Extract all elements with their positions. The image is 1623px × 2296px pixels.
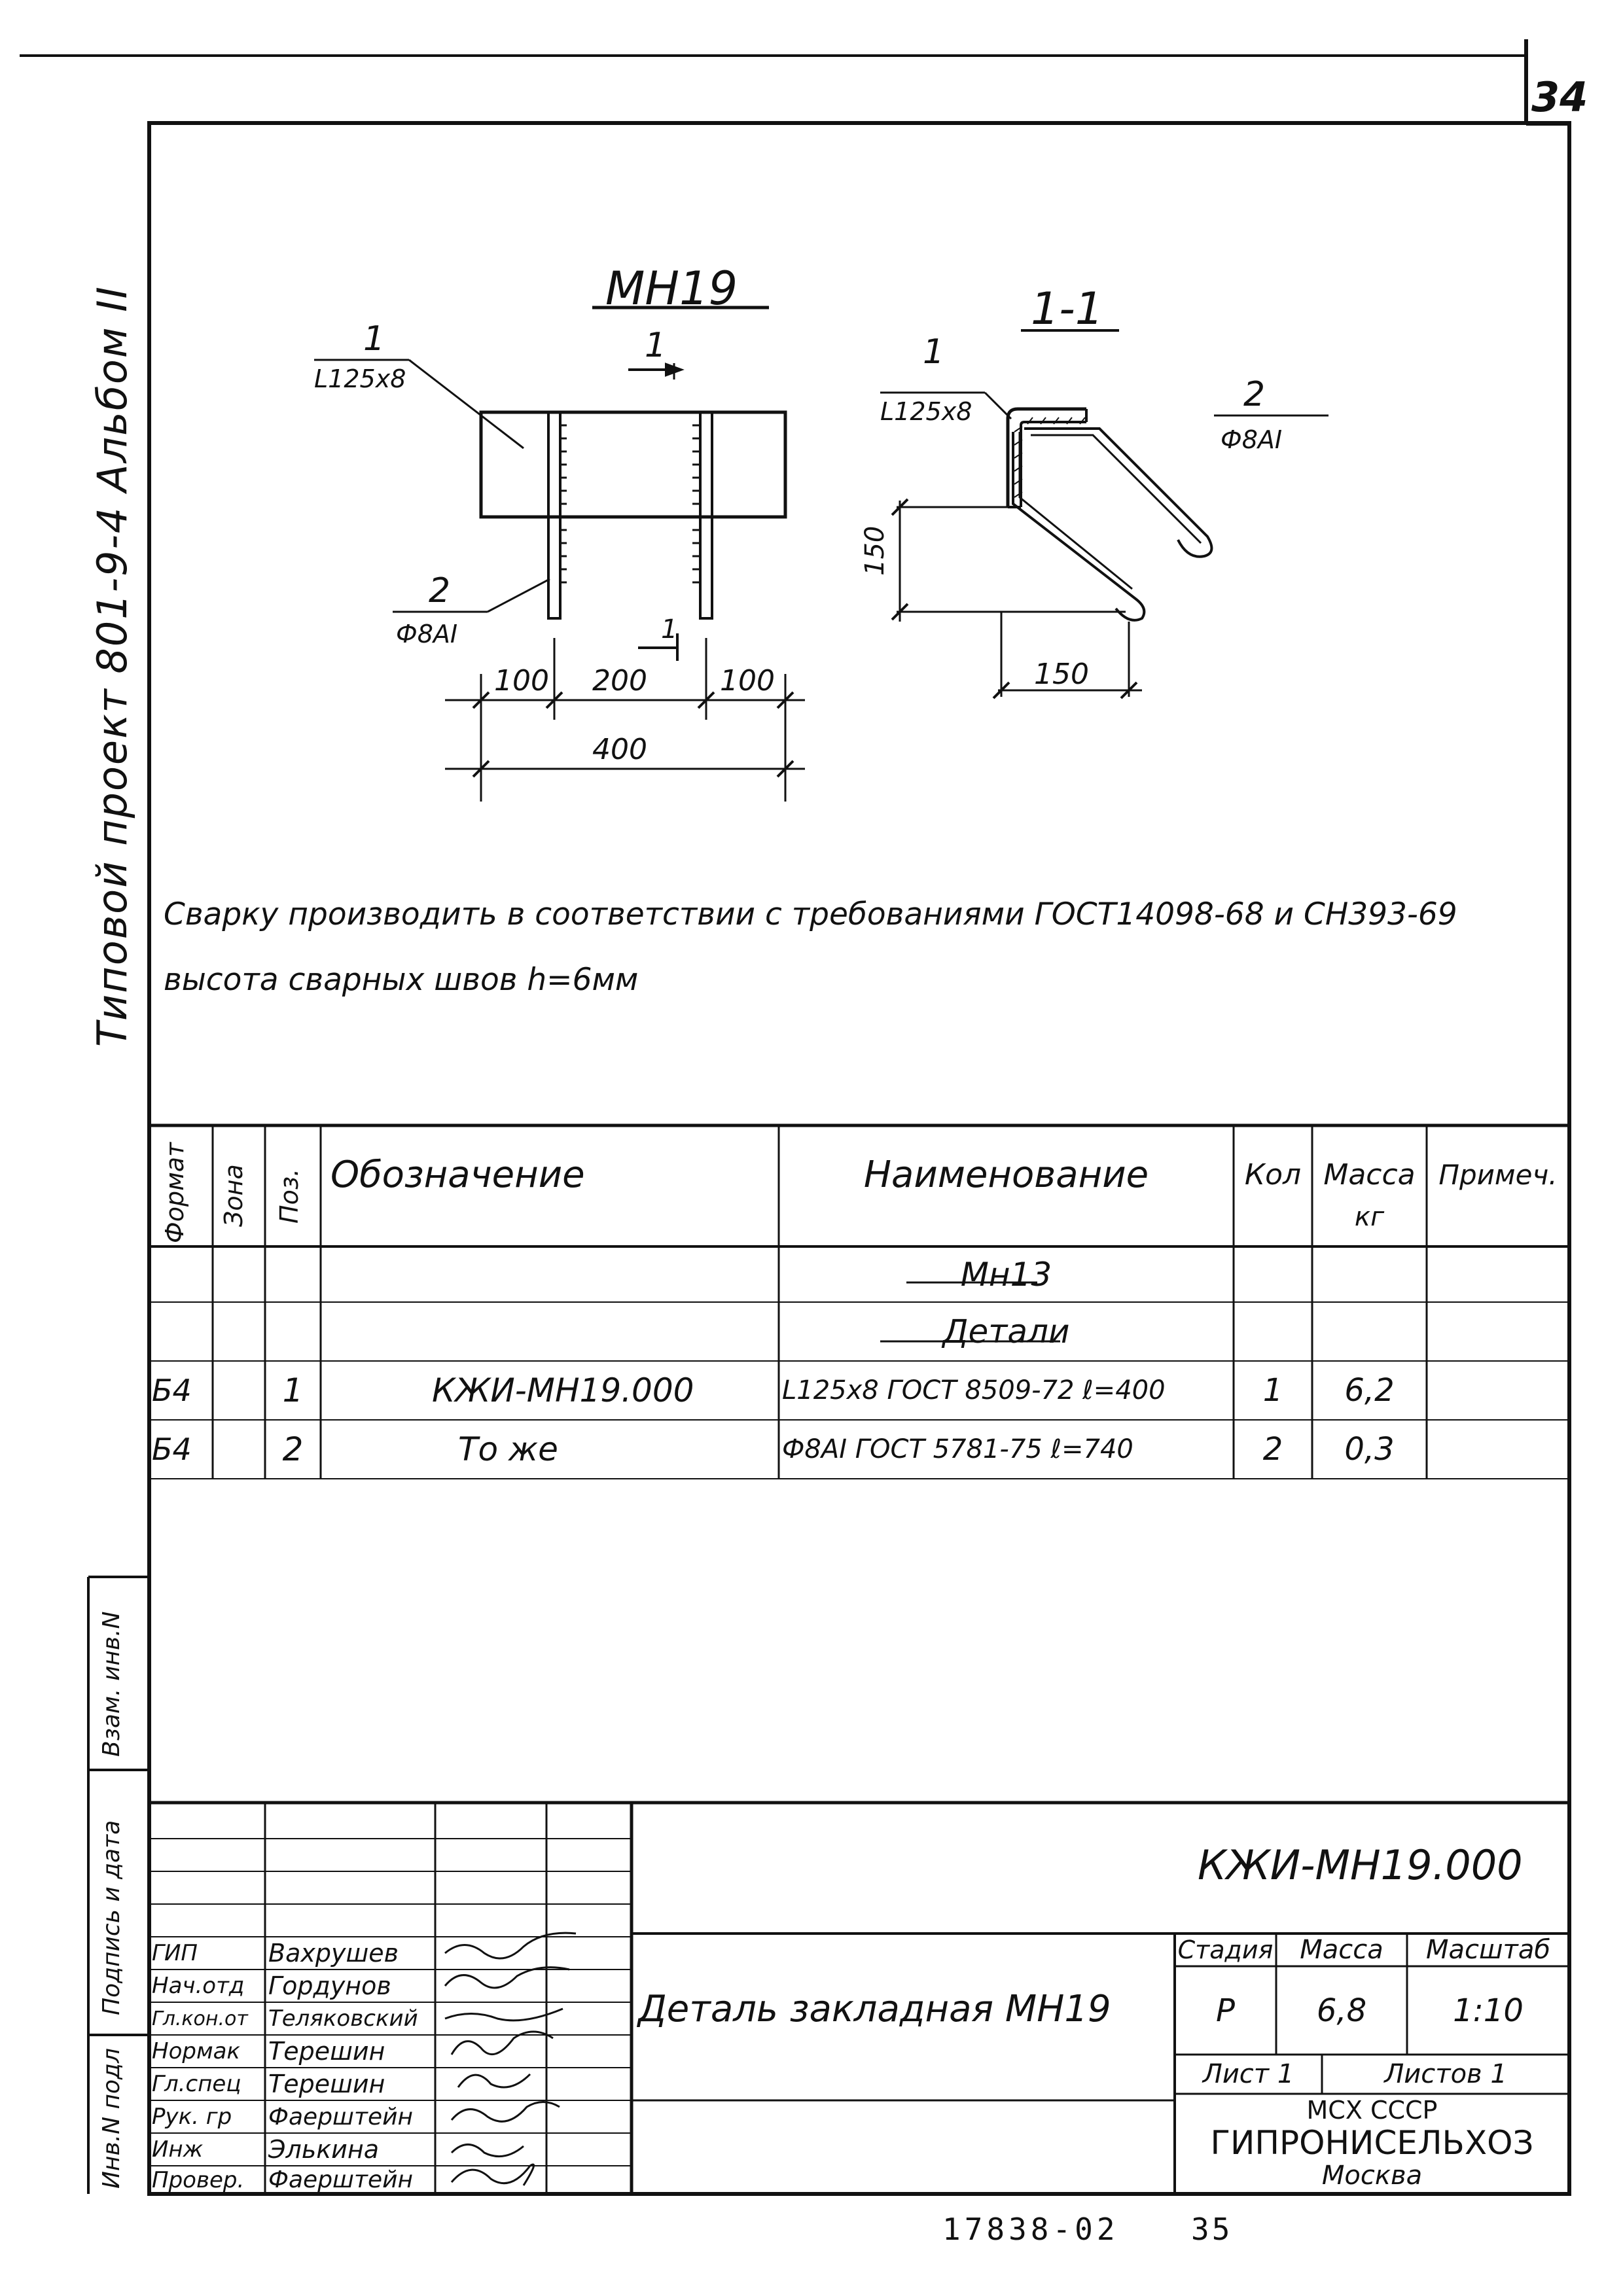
pos2-bar: Ф8АI	[396, 620, 458, 648]
main-view-label: МН19	[605, 262, 738, 315]
archive-number: 17838-02	[942, 2212, 1119, 2247]
staff-name-4: Терешин	[268, 2037, 385, 2066]
header-name: Наименование	[863, 1153, 1149, 1196]
staff-role-1: ГИП	[152, 1940, 198, 1966]
footer-page: 35	[1191, 2212, 1233, 2247]
spec-section-subtitle: Детали	[942, 1313, 1070, 1351]
header-mass-unit: кг	[1354, 1202, 1385, 1232]
pos2-number-section: 2	[1243, 375, 1266, 414]
header-zone: Зона	[219, 1164, 248, 1227]
staff-name-3: Теляковский	[268, 2005, 418, 2032]
pos2-number: 2	[429, 571, 451, 610]
spec-row-1-qty: 1	[1262, 1372, 1283, 1409]
header-note: Примеч.	[1438, 1158, 1558, 1191]
staff-name-5: Терешин	[268, 2070, 385, 2098]
spec-row-1-name: L125х8 ГОСТ 8509-72 ℓ=400	[782, 1375, 1166, 1405]
mass-value: 6,8	[1316, 1992, 1367, 2029]
header-qty: Кол	[1244, 1157, 1302, 1192]
spec-row-1-designation: КЖИ-МН19.000	[432, 1371, 694, 1409]
staff-name-8: Фаерштейн	[268, 2166, 414, 2193]
note-line-1: Сварку производить в соответствии с требованиями ГОСТ14098-68 и СН393-69	[164, 896, 1457, 932]
org-line-1: МСХ СССР	[1306, 2096, 1438, 2125]
margin-replace-inv: Взам. инв.N	[98, 1611, 125, 1757]
scale-label: Масштаб	[1425, 1935, 1551, 1965]
spec-row-2-mass: 0,3	[1344, 1431, 1395, 1468]
header-designation: Обозначение	[330, 1153, 585, 1196]
cut-mark-top: 1	[645, 326, 667, 365]
staff-name-7: Элькина	[268, 2135, 379, 2164]
pos1-number-section: 1	[923, 332, 945, 372]
spec-row-2-qty: 2	[1262, 1431, 1283, 1468]
cut-mark-bottom: 1	[661, 614, 678, 645]
pos1-profile: L125х8	[314, 364, 406, 393]
dim-100-left: 100	[494, 664, 549, 698]
spec-row-1-format: Б4	[152, 1373, 192, 1408]
spec-row-1-pos: 1	[282, 1371, 304, 1409]
page-number: 34	[1531, 73, 1588, 121]
header-pos: Поз.	[275, 1168, 304, 1224]
staff-role-5: Гл.спец	[152, 2071, 241, 2097]
staff-role-2: Нач.отд	[152, 1973, 245, 1999]
dim-150-horizontal: 150	[1034, 658, 1089, 691]
spec-row-2-name: Ф8АI ГОСТ 5781-75 ℓ=740	[782, 1434, 1133, 1464]
staff-name-6: Фаерштейн	[268, 2103, 414, 2130]
spec-row-2-designation: То же	[458, 1430, 558, 1468]
mass-label: Масса	[1300, 1935, 1383, 1965]
spec-row-2-pos: 2	[282, 1430, 304, 1468]
drawing-title: Деталь закладная МН19	[638, 1987, 1111, 2030]
dim-100-right: 100	[720, 664, 775, 698]
side-title: Типовой проект 801-9-4 Альбом II	[88, 285, 136, 1047]
dim-150-vertical: 150	[860, 525, 890, 576]
pos2-bar-section: Ф8АI	[1221, 425, 1283, 454]
spec-row-1-mass: 6,2	[1344, 1372, 1395, 1409]
pos1-profile-section: L125х8	[880, 397, 972, 426]
document-code: КЖИ-МН19.000	[1198, 1841, 1523, 1889]
header-format: Формат	[160, 1142, 189, 1243]
dim-400: 400	[592, 733, 647, 766]
stage-value: Р	[1216, 1992, 1235, 2029]
staff-role-4: Нормак	[152, 2038, 240, 2064]
sheets-label: Листов 1	[1384, 2059, 1507, 2089]
stage-label: Стадия	[1177, 1935, 1274, 1964]
dim-200: 200	[592, 664, 647, 698]
pos1-number: 1	[363, 319, 385, 359]
staff-role-8: Провер.	[152, 2166, 245, 2193]
staff-role-3: Гл.кон.от	[152, 2007, 248, 2030]
org-line-3: Москва	[1321, 2161, 1423, 2191]
staff-role-6: Рук. гр	[152, 2104, 232, 2130]
sheet-label: Лист 1	[1202, 2059, 1294, 2089]
note-line-2: высота сварных швов h=6мм	[164, 962, 639, 998]
staff-name-1: Вахрушев	[268, 1939, 399, 1968]
margin-inv-sub: Инв.N подл	[98, 2048, 125, 2189]
section-view-label: 1-1	[1031, 283, 1104, 335]
header-mass: Масса	[1323, 1157, 1416, 1192]
org-line-2: ГИПРОНИСЕЛЬХОЗ	[1210, 2124, 1534, 2162]
scale-value: 1:10	[1453, 1992, 1524, 2029]
spec-row-2-format: Б4	[152, 1432, 192, 1467]
staff-role-7: Инж	[152, 2136, 204, 2163]
spec-section-title: Мн13	[960, 1255, 1052, 1294]
staff-name-2: Гордунов	[268, 1971, 391, 2000]
margin-sign-date: Подпись и дата	[98, 1820, 125, 2015]
